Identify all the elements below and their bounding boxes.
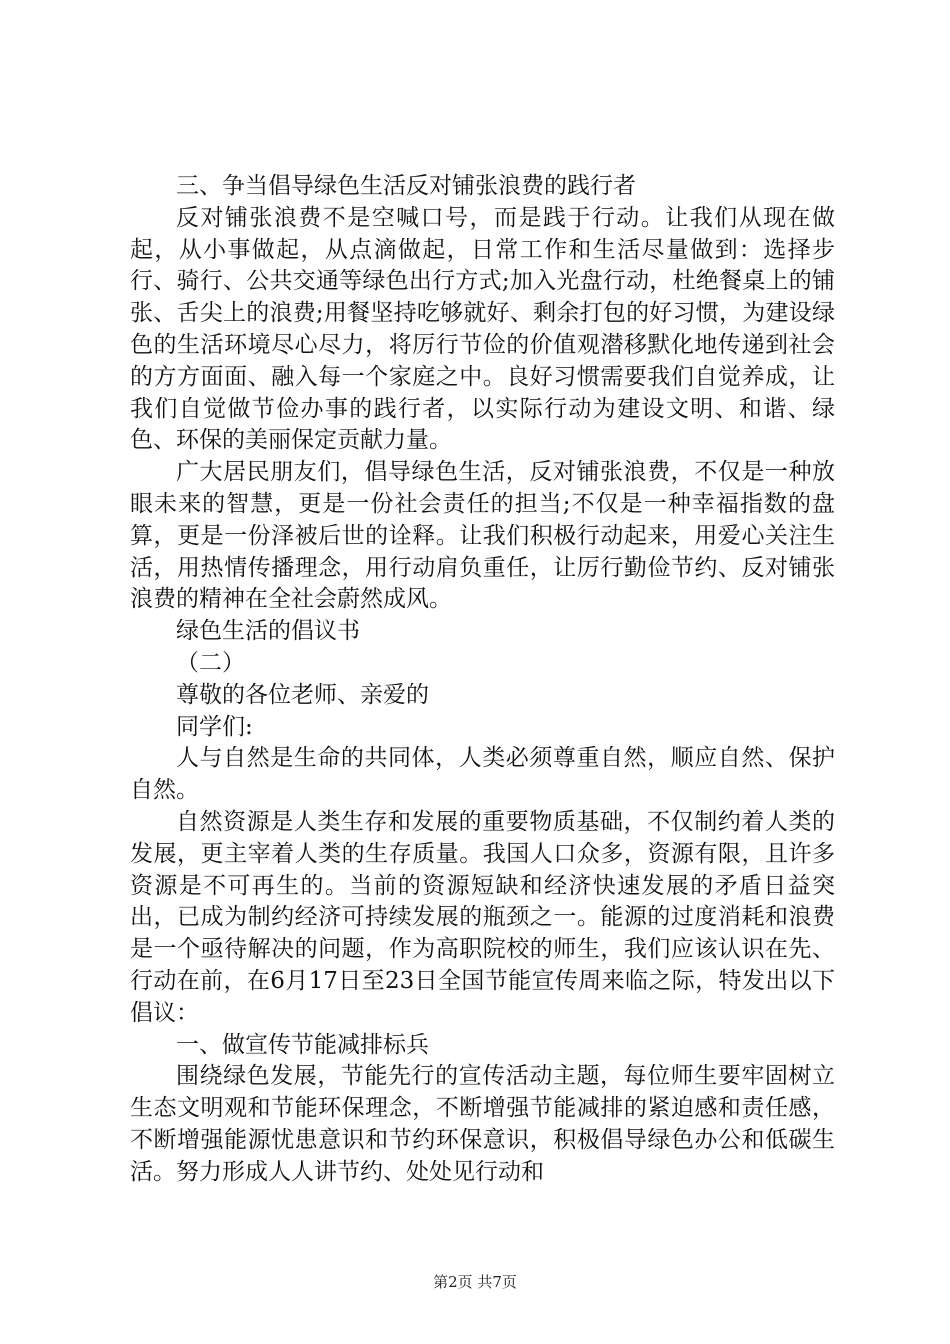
section-heading-3: 三、争当倡导绿色生活反对铺张浪费的践行者 — [176, 173, 636, 199]
section-heading-1: 一、做宣传节能减排标兵 — [176, 1031, 429, 1058]
document-body — [130, 171, 835, 1189]
salutation-line-2: 同学们: — [176, 713, 253, 740]
paragraph-practice: 反对铺张浪费不是空喊口号，而是践于行动。让我们从现在做起，从小事做起，从点滴做起，日常工作和生活尽量做到：选择步行、骑行、公共交通等绿色出行方式;加入光盘行动，杜绝餐桌上的铺张、舌尖上的浪费;用餐坚持吃够就好、剩余打包的好习惯，为建设绿色的生活环境尽心尽力，将厉行节俭的价值观潜移默化地传递到社会的方方面面、融入每一个家庭之中。良好习惯需要我们自觉养成，让我们自觉做节俭办事的践行者，以实际行动为建设文明、和谐、绿色、环保的美丽保定贡献力量。 — [130, 204, 835, 454]
proposal-number: （二） — [176, 649, 245, 676]
page-number-footer: 第2页 共7页 — [433, 1273, 517, 1291]
paragraph-green-development: 围绕绿色发展，节能先行的宣传活动主题，每位师生要牢固树立生态文明观和节能环保理念，不断增强节能减排的紧迫感和责任感，不断增强能源忧患意识和节约环保意识，积极倡导绿色办公和低碳生活。努力形成人人讲节约、处处见行动和 — [130, 1063, 835, 1185]
proposal-title: 绿色生活的倡议书 — [176, 618, 360, 645]
salutation-line-1: 尊敬的各位老师、亲爱的 — [176, 681, 429, 708]
paragraph-call-to-residents: 广大居民朋友们，倡导绿色生活，反对铺张浪费，不仅是一种放眼未来的智慧，更是一份社会责任的担当;不仅是一种幸福指数的盘算，更是一份泽被后世的诠释。让我们积极行动起来，用爱心关注生活，用热情传播理念，用行动肩负重任，让厉行勤俭节约、反对铺张浪费的精神在全社会蔚然成风。 — [130, 459, 835, 613]
paragraph-nature: 人与自然是生命的共同体，人类必须尊重自然，顺应自然、保护自然。 — [130, 745, 835, 804]
paragraph-resources: 自然资源是人类生存和发展的重要物质基础，不仅制约着人类的发展，更主宰着人类的生存质量。我国人口众多，资源有限，且许多资源是不可再生的。当前的资源短缺和经济快速发展的矛盾日益突出，已成为制约经济可持续发展的瓶颈之一。能源的过度消耗和浪费是一个亟待解决的问题，作为高职院校的师生，我们应该认识在先、行动在前，在6月17日至23日全国节能宣传周来临之际，特发出以下倡议： — [130, 808, 835, 1026]
